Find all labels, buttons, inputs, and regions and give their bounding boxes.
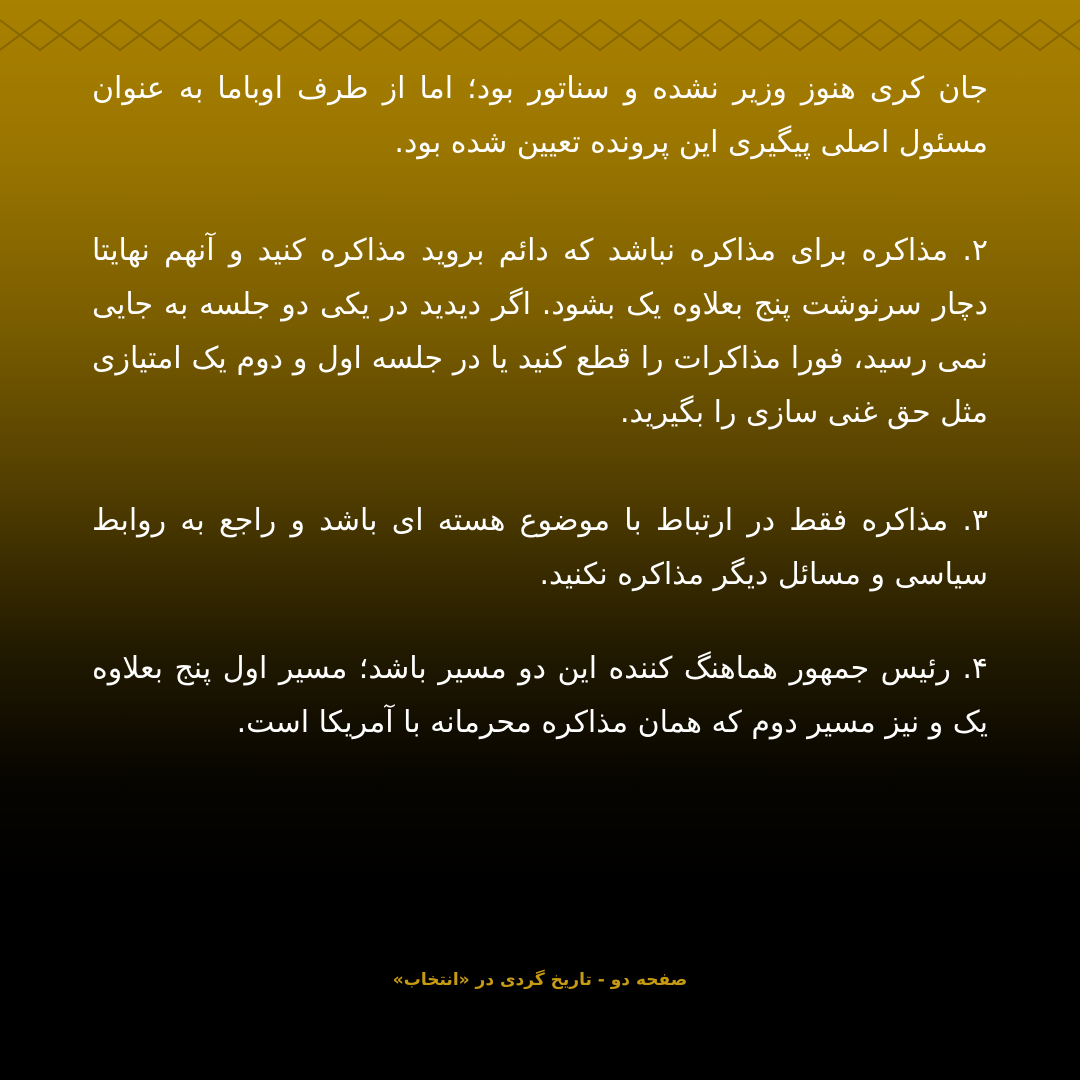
decorative-pattern [0,0,1080,70]
body-text [92,62,988,804]
footer-caption: صفحه دو - تاریخ گردی در «انتخاب» [392,970,688,990]
paragraph-intro: جان کری هنوز وزیر نشده و سناتور بود؛ اما از طرف اوباما به عنوان مسئول اصلی پیگیری این پرونده تعیین شده بود. [92,71,988,160]
paragraph-point-4: ۴. رئیس جمهور هماهنگ کننده این دو مسیر باشد؛ مسیر اول پنج بعلاوه یک و نیز مسیر دوم که همان مذاکره محرمانه با آمریکا است. [92,651,988,740]
paragraph-point-3: ۳. مذاکره فقط در ارتباط با موضوع هسته ای باشد و راجع به روابط سیاسی و مسائل دیگر مذاکره نکنید. [92,503,988,592]
paragraph-point-2: ۲. مذاکره برای مذاکره نباشد که دائم بروید مذاکره کنید و آنهم نهایتا دچار سرنوشت پنج بعلاوه یک بشود. اگر دیدید در یکی دو جلسه به جایی نمی رسید، فورا مذاکرات را قطع کنید یا در جلسه اول و دوم یک امتیازی مثل حق غنی سازی را بگیرید. [92,233,988,430]
